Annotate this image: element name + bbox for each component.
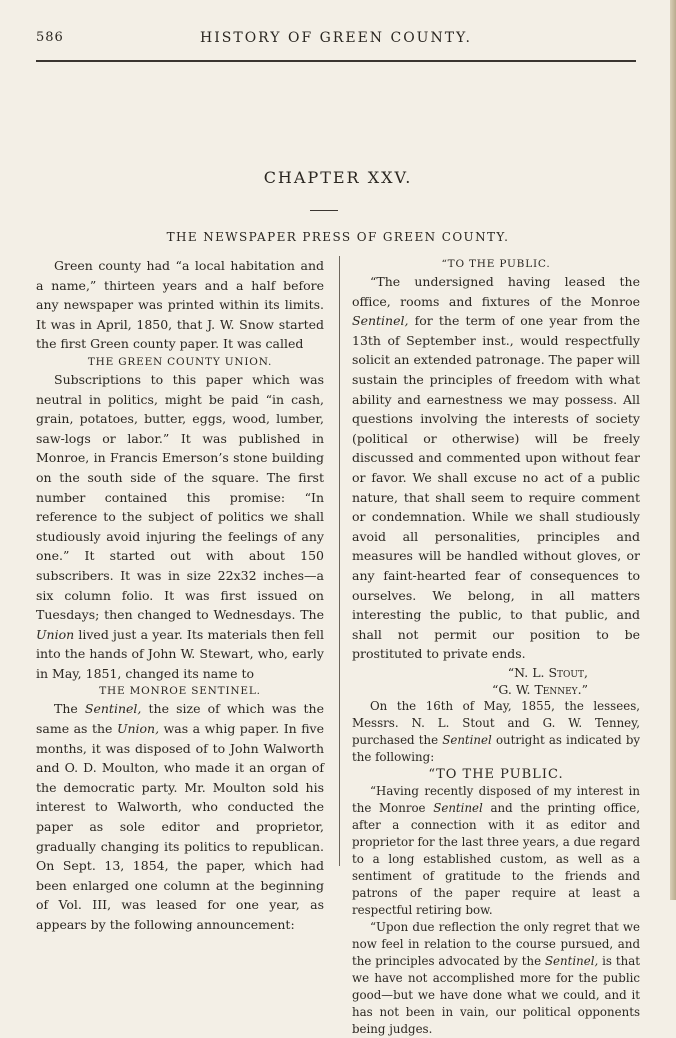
section-heading: THE MONROE SENTINEL. [99, 685, 261, 698]
small-type-block [352, 698, 640, 1038]
notice-heading: “TO THE PUBLIC. [428, 766, 564, 782]
paragraph: “Having recently disposed of my interest in the Monroe Sentinel and the printing office, after a connection with it as editor and proprietor for the last three years, a due regard to a long established custom, as well as a sentiment of gratitude to the friends and patrons of the paper require at least a respectful retiring bow. [352, 783, 640, 917]
page-header [36, 30, 636, 52]
paragraph: On the 16th of May, 1855, the lessees, Messrs. N. L. Stout and G. W. Tenney, purchased the Sentinel outright as indicated by the following: [352, 698, 641, 764]
section-heading: THE GREEN COUNTY UNION. [87, 355, 273, 368]
paragraph: Subscriptions to this paper which was neutral in politics, might be paid “in cash, grain, potatoes, butter, eggs, wood, lumber, saw-logs or labor.” It was published in Monroe, in Francis Emerson’s stone building on the south side of the square. The first number contained this promise: “In reference to the subject of politics we shall studiously avoid injuring the feelings of any one.” It started out with about 150 subscribers. It was in size 22x32 inches—a six column folio. It was first issued on Tuesdays; then changed to Wednesdays. The Union lived just a year. Its materials then fell into the hands of John W. Stewart, who, early in May, 1851, changed its name to [36, 371, 324, 681]
chapter-subtitle: THE NEWSPAPER PRESS OF GREEN COUNTY. [166, 230, 510, 244]
chapter-rule [310, 210, 338, 211]
page-number: 586 [36, 30, 64, 45]
chapter-title: CHAPTER XXV. [263, 168, 413, 187]
left-column [36, 256, 324, 935]
notice-heading: “TO THE PUBLIC. [441, 258, 551, 270]
page-edge [670, 0, 676, 900]
right-column [352, 256, 640, 1038]
paragraph: “Upon due reflection the only regret that we now feel in relation to the course pursued, and the principles advocated by the Sentinel, is that we have not accomplished more for the public good—but we have done what we could, and it has not been in vain, our political opponents being judges. [352, 919, 640, 1036]
running-title: HISTORY OF GREEN COUNTY. [200, 30, 472, 46]
column-divider [339, 256, 340, 866]
paragraph: “The undersigned having leased the office, rooms and fixtures of the Monroe Sentinel, for the term of one year from the 13th of September inst., would respectfully solicit an extended patronage. The paper will sustain the principles of freedom with what ability and earnestness we may possess. All questions involving the interests of society (political or otherwise) will be freely discussed and commented upon without fear or favor. We shall excuse no act of a public nature, that shall seem to require comment or condemnation. While we shall studiously avoid all personalities, principles and measures will be handled without gloves, or any faint-hearted fear of consequences to ourselves. We belong, in all matters interesting the public, to that public, and shall not permit our position to be prostituted to private ends. [352, 274, 640, 662]
paragraph: Green county had “a local habitation and a name,” thirteen years and a half before any newspaper was printed within its limits. It was in April, 1850, that J. W. Snow started the first Green county paper. It was called [36, 258, 324, 352]
header-rule [36, 60, 636, 62]
signature: “G. W. Tenney.” [491, 681, 588, 697]
paragraph: The Sentinel, the size of which was the same as the Union, was a whig paper. In five months, it was disposed of to John Walworth and O. D. Moulton, who made it an organ of the democratic party. Mr. Moulton sold his interest to Walworth, who conducted the paper as sole editor and proprietor, gradually changing its politics to republican. On Sept. 13, 1854, the paper, which had been enlarged one column at the beginning of Vol. III, was leased for one year, as appears by the following announcement: [36, 701, 324, 932]
signature: “N. L. Stout, [507, 664, 588, 680]
